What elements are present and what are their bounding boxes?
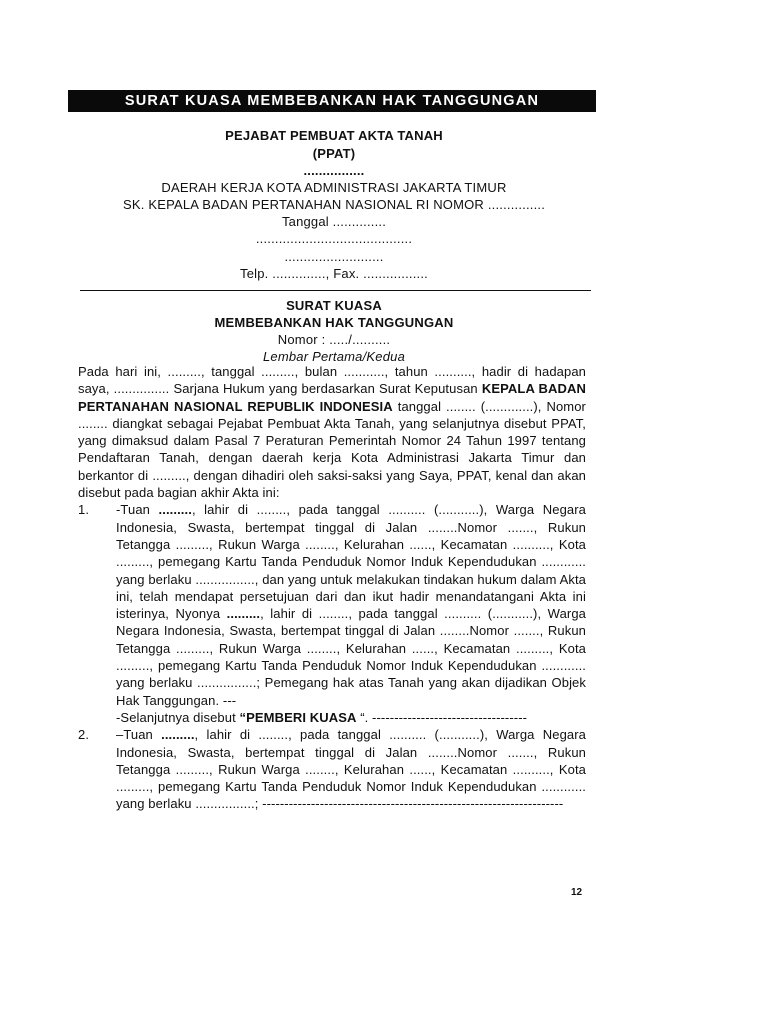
page-number: 12: [571, 887, 583, 898]
item1-bold-pemberi-kuasa: “PEMBERI KUASA: [239, 709, 357, 725]
banner-title: SURAT KUASA MEMBEBANKAN HAK TANGGUNGAN: [68, 90, 596, 112]
address-placeholder-2: ..........................: [284, 249, 384, 264]
item2-text-b: , lahir di ........, pada tanggal .......... (...........), Warga Negara Indonesia, Swasta, bertempat tinggal di Jalan ........Nomor ......., Rukun Tetangga ........., Rukun Warga ........, Kelurahan ......, Kecamatan .........., Kota ........., pemegang Kartu Tanda Penduduk Nomor Induk Kependudukan ............ yang berlaku ................; --------------------------------------------------------------------: [116, 727, 586, 812]
item1-text-f: “. -----------------------------------: [356, 709, 528, 725]
document-body: [78, 363, 586, 813]
doc-title-line1: SURAT KUASA: [286, 298, 382, 313]
item2-bold-a: .........: [161, 727, 195, 743]
item2-text-a: –Tuan: [116, 727, 162, 743]
ppat-title: PEJABAT PEMBUAT AKTA TANAH: [225, 128, 443, 143]
item1-text-b: , lahir di ........, pada tanggal .......... (...........), Warga Negara Indonesia, Swasta, bertempat tinggal di Jalan ........Nomor ......., Rukun Tetangga ........., Rukun Warga ........, Kelurahan ......, Kecamatan .........., Kota ........., pemegang Kartu Tanda Penduduk Nomor Induk Kependudukan ............ yang berlaku ................, dan yang untuk melakukan tindakan hukum dalam Akta ini, telah mendapat persetujuan dari dan ikut hadir menandatangani Akta ini isterinya, Nyonya: [116, 502, 586, 622]
header-divider: [80, 290, 591, 291]
tanggal-line: Tanggal ..............: [281, 214, 387, 229]
ppat-name-placeholder: ................: [303, 163, 365, 178]
intro-text-1: Pada hari ini, ........., tanggal ........., bulan ..........., tahun .........., hadir di hadapan saya, ............... Sarjana Hukum yang berdasarkan Surat Keputusan: [78, 364, 586, 397]
item1-text-a: -Tuan: [116, 502, 159, 518]
nomor-line: Nomor : ...../..........: [277, 332, 391, 347]
doc-title-line2: MEMBEBANKAN HAK TANGGUNGAN: [214, 315, 454, 330]
address-placeholder-1: .........................................: [255, 231, 413, 246]
intro-paragraph: [78, 363, 586, 501]
item1-text-e: -Selanjutnya disebut: [116, 709, 240, 725]
item-number-1: 1.: [78, 502, 90, 518]
contact-line: Telp. .............., Fax. .................: [240, 266, 428, 281]
intro-text-2: tanggal ........ (.............), Nomor ........ diangkat sebagai Pejabat Pembuat Akta Tanah, yang selanjutnya disebut PPAT, yang dimaksud dalam Pasal 7 Peraturan Pemerintah Nomor 24 Tahun 1997 tentang Pendaftaran Tanah, dengan daerah kerja Kota Administrasi Jakarta Timur dan berkantor di ........., dengan dihadiri oleh saksi-saksi yang Saya, PPAT, kenal dan akan disebut pada bagian akhir Akta ini:: [78, 398, 586, 501]
sk-kepala-bpn: SK. KEPALA BADAN PERTANAHAN NASIONAL RI NOMOR ...............: [122, 197, 546, 212]
ppat-abbrev: (PPAT): [312, 146, 356, 161]
item1-bold-c: .........: [226, 606, 261, 622]
list-item-1: [78, 501, 586, 726]
list-item-2: [78, 726, 586, 812]
lembar-line: Lembar Pertama/Kedua: [262, 349, 406, 364]
item-number-2: 2.: [78, 727, 90, 743]
intro-bold-authority: KEPALA BADAN PERTANAHAN NASIONAL REPUBLIK INDONESIA: [78, 381, 586, 414]
item1-bold-a: .........: [158, 502, 192, 518]
item1-text-d: , lahir di ........, pada tanggal .......... (...........), Warga Negara Indonesia, Swasta, bertempat tinggal di Jalan ........Nomor ......., Rukun Tetangga ........., Rukun Warga ........, Kelurahan ......, Kecamatan ........., Kota ........., pemegang Kartu Tanda Penduduk Nomor Induk Kependudukan ............ yang berlaku ................; Pemegang hak atas Tanah yang akan dijadikan Objek Hak Tanggungan. ---: [116, 606, 586, 708]
daerah-kerja: DAERAH KERJA KOTA ADMINISTRASI JAKARTA TIMUR: [161, 180, 507, 195]
